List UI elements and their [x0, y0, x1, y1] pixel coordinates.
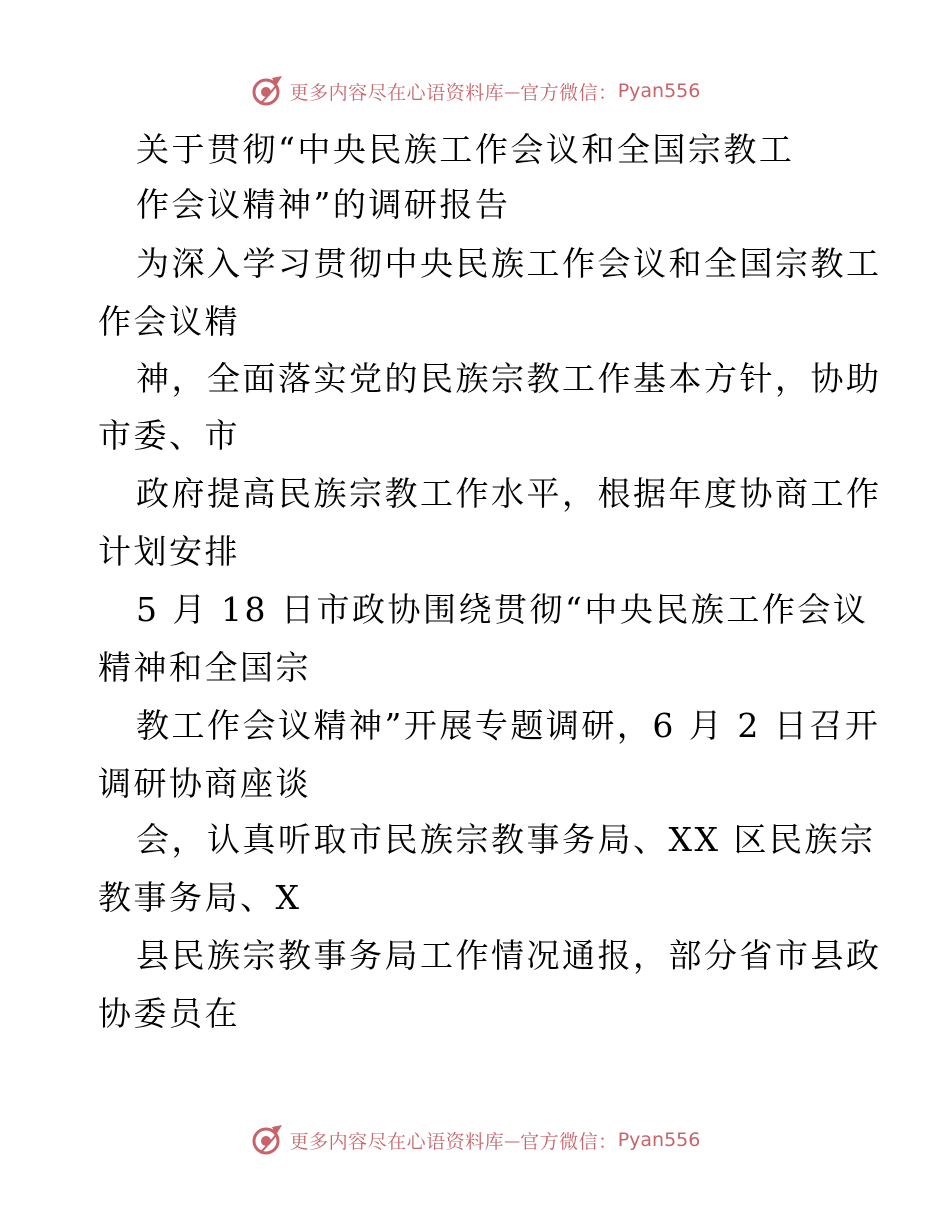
watermark-text: 更多内容尽在心语资料库: [289, 1130, 505, 1153]
paragraph-line: 为深入学习贯彻中央民族工作会议和全国宗教工: [136, 244, 882, 283]
paragraph-line: 作会议精: [98, 302, 240, 341]
paragraph-line: 神，全面落实党的民族宗教工作基本方针，协助: [136, 359, 882, 398]
paragraph-line: 协委员在: [98, 994, 240, 1033]
header-watermark: [0, 71, 950, 111]
watermark-wechat-label: 官方微信：: [520, 81, 618, 104]
paragraph-line: 精神和全国宗: [98, 648, 311, 687]
paragraph-line: 会，认真听取市民族宗教事务局、XX 区民族宗: [136, 820, 876, 859]
watermark-text: 更多内容尽在心语资料库: [289, 81, 505, 104]
paragraph-line: 县民族宗教事务局工作情况通报，部分省市县政: [136, 936, 882, 975]
paragraph-line: 5 月 18 日市政协围绕贯彻“中央民族工作会议: [136, 590, 869, 629]
watermark-wechat-id: Pyan556: [617, 80, 701, 102]
footer-watermark: [0, 1120, 950, 1160]
paragraph-line: 市委、市: [98, 416, 240, 455]
paragraph-line: 计划安排: [98, 532, 240, 571]
pen-logo-icon: [250, 1123, 284, 1157]
watermark-wechat-label: 官方微信：: [520, 1130, 618, 1153]
watermark-separator: —: [504, 1130, 521, 1150]
title-line-2: 作会议精神”的调研报告: [136, 185, 511, 224]
watermark-wechat-id: Pyan556: [617, 1129, 701, 1151]
paragraph-line: 调研协商座谈: [98, 764, 311, 803]
paragraph-line: 教事务局、X: [98, 878, 302, 917]
title-line-1: 关于贯彻“中央民族工作会议和全国宗教工: [136, 130, 795, 169]
paragraph-line: 教工作会议精神”开展专题调研，6 月 2 日召开: [136, 706, 881, 745]
pen-logo-icon: [250, 74, 284, 108]
watermark-separator: —: [504, 81, 521, 101]
paragraph-line: 政府提高民族宗教工作水平，根据年度协商工作: [136, 474, 882, 513]
